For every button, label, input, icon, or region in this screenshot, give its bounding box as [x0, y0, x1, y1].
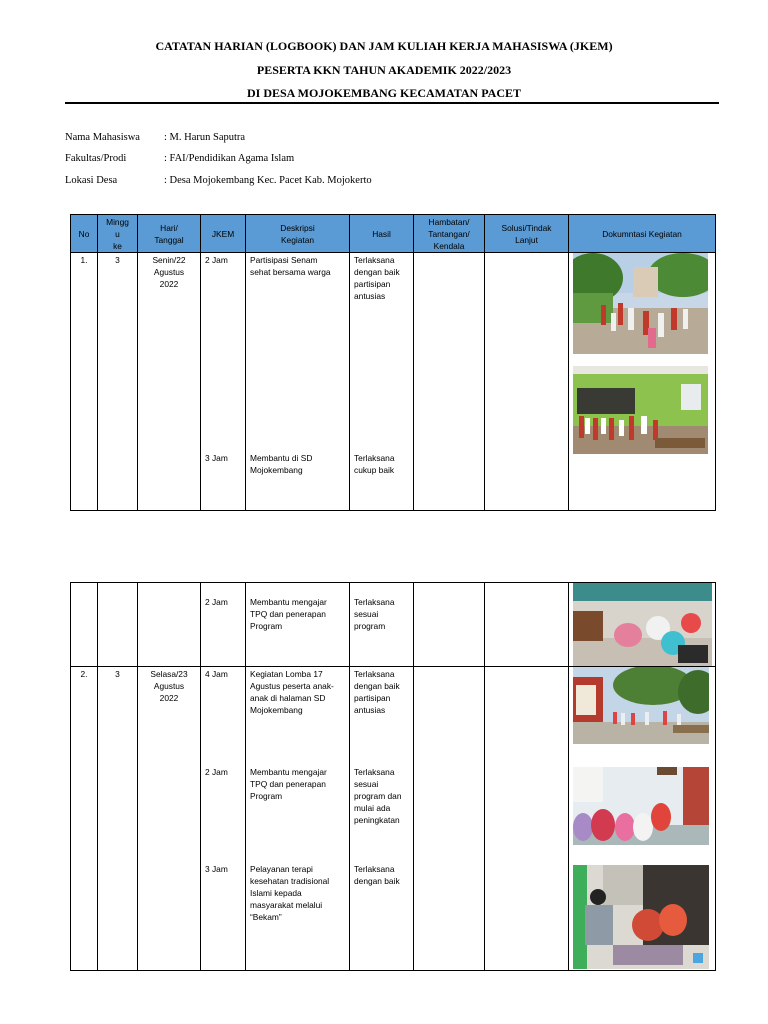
row1-week: 3: [115, 255, 120, 265]
row2-a3-desc: Pelayanan terapi kesehatan tradisional Islami kepada masyarakat melalui “Bekam”: [250, 864, 330, 922]
row2-result-cell: [350, 667, 414, 971]
cont-a1-result: Terlaksana sesuai program: [354, 597, 395, 631]
row2-no: 2.: [80, 669, 88, 679]
name-value: : M. Harun Saputra: [164, 132, 246, 143]
row1-no-cell: [71, 253, 98, 511]
header-docs: Dokumntasi Kegiatan: [569, 215, 716, 253]
row2-date-cell: [138, 667, 201, 971]
title-line-2: PESERTA KKN TAHUN AKADEMIK 2022/2023: [256, 63, 512, 77]
logbook-table-2: [70, 582, 716, 971]
lomba-photo: [573, 667, 709, 744]
senam-photo: [573, 253, 708, 354]
logbook-table-1: [70, 214, 716, 511]
cont-a1-desc: Membantu mengajar TPQ dan penerapan Program: [250, 597, 327, 631]
location-value: : Desa Mojokembang Kec. Pacet Kab. Mojokerto: [164, 175, 372, 186]
row1-a2-desc: Membantu di SD Mojokembang: [250, 453, 313, 475]
row2-a3-jkem: 3 Jam: [205, 864, 228, 874]
row2-no-cell: [71, 667, 98, 971]
row1-docs-cell: [569, 253, 716, 511]
cont-docs-cell: [569, 583, 716, 667]
table-header-row: [71, 215, 716, 253]
row1-a1-jkem: 2 Jam: [205, 255, 228, 265]
header-date: Hari/ Tanggal: [138, 215, 201, 253]
name-label: Nama Mahasiswa: [65, 132, 140, 143]
bekam-photo: [573, 865, 709, 969]
row1-jkem-cell: [201, 253, 246, 511]
row1-solution-cell: [485, 253, 569, 511]
header-no: No: [71, 215, 98, 253]
row1-week-cell: [98, 253, 138, 511]
tpq2-photo: [573, 767, 709, 845]
row1-obstacle-cell: [414, 253, 485, 511]
header-jkem: JKEM: [201, 215, 246, 253]
faculty-value: : FAI/Pendidikan Agama Islam: [164, 153, 295, 164]
table-row: [71, 253, 716, 511]
cont-result-cell: [350, 583, 414, 667]
header-result: Hasil: [350, 215, 414, 253]
row2-week-cell: [98, 667, 138, 971]
row2-a2-desc: Membantu mengajar TPQ dan penerapan Program: [250, 767, 327, 801]
row2-solution-cell: [485, 667, 569, 971]
table-row: [71, 667, 716, 971]
row2-a1-desc: Kegiatan Lomba 17 Agustus peserta anak- anak di halaman SD Mojokembang: [250, 669, 334, 715]
row2-a2-result: Terlaksana sesuai program dan mulai ada peningkatan: [354, 767, 402, 825]
row1-a2-result: Terlaksana cukup baik: [354, 453, 395, 475]
row2-obstacle-cell: [414, 667, 485, 971]
row1-date-cell: [138, 253, 201, 511]
row2-docs-cell: [569, 667, 716, 971]
title-line-1: CATATAN HARIAN (LOGBOOK) DAN JAM KULIAH KERJA MAHASISWA (JKEM): [155, 39, 613, 53]
faculty-label: Fakultas/Prodi: [65, 153, 127, 164]
row1-date: Senin/22 Agustus 2022: [152, 255, 186, 289]
row2-date: Selasa/23 Agustus 2022: [150, 669, 188, 703]
cont-desc-cell: [246, 583, 350, 667]
row1-a1-desc: Partisipasi Senam sehat bersama warga: [250, 255, 331, 277]
header-solution: Solusi/Tindak Lanjut: [485, 215, 569, 253]
location-label: Lokasi Desa: [65, 175, 118, 186]
row1-a1-result: Terlaksana dengan baik partisipan antusias: [354, 255, 400, 301]
row2-jkem-cell: [201, 667, 246, 971]
title-line-3: DI DESA MOJOKEMBANG KECAMATAN PACET: [246, 86, 521, 100]
header-obstacle: Hambatan/ Tantangan/ Kendala: [414, 215, 485, 253]
row2-desc-cell: [246, 667, 350, 971]
row1-desc-cell: [246, 253, 350, 511]
row2-a1-result: Terlaksana dengan baik partisipan antusias: [354, 669, 400, 715]
row1-no: 1.: [80, 255, 88, 265]
title-rule: [65, 102, 719, 104]
cont-jkem-cell: [201, 583, 246, 667]
tpq-photo: [573, 583, 712, 666]
row1-a2-jkem: 3 Jam: [205, 453, 228, 463]
table-row: [71, 583, 716, 667]
row2-week: 3: [115, 669, 120, 679]
cont-a1-jkem: 2 Jam: [205, 597, 228, 607]
row2-a1-jkem: 4 Jam: [205, 669, 228, 679]
header-desc: Deskripsi Kegiatan: [246, 215, 350, 253]
row1-result-cell: [350, 253, 414, 511]
row2-a2-jkem: 2 Jam: [205, 767, 228, 777]
header-week: Mingg u ke: [98, 215, 138, 253]
classroom-photo: [573, 366, 708, 454]
row2-a3-result: Terlaksana dengan baik: [354, 864, 400, 886]
